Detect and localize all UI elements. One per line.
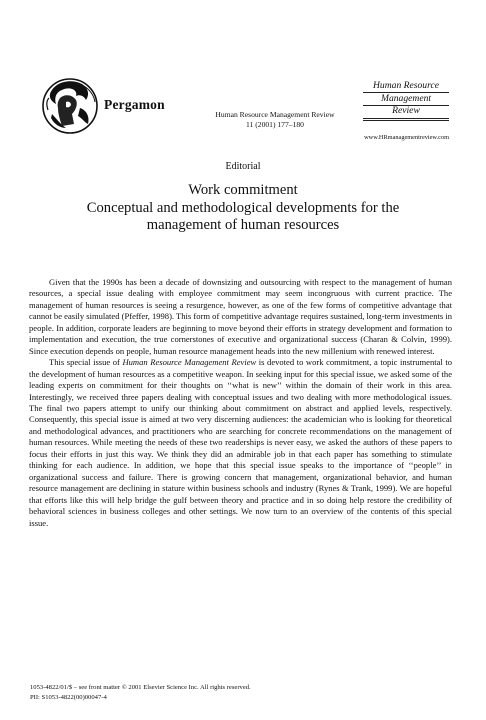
pergamon-logo-icon: [40, 74, 102, 136]
paragraph: This special issue of Human Resource Management Review is devoted to work commitment, a topic instrumental to the development of human resources as a competitive weapon. In seeking input for this special issue, we asked some of the leading experts on commitment for their thoughts on ‘‘what is new’’ within the domain of their work in this area. Interestingly, we received three papers dealing with conceptual issues and two dealing with more methodological issues. The final two papers attempt to unify our thinking about commitment on abstract and applied levels, respectively. Consequently, this special issue is aimed at two very discerning audiences: the academician who is looking for theoretical and methodological advances, and practitioners who are searching for concrete recommendations on the management of human resources. While meeting the needs of these two readerships is never easy, we asked the authors of these papers to focus their efforts in just this way. We think they did an admirable job in that each paper has something to stimulate thinking for each audience. In addition, we hope that this special issue speaks to the importance of ‘‘people’’ in organizational success and failure. There is growing concern that management, organizational behavior, and human resource management are declining in stature within business schools and industry (Rynes & Trank, 1999). We are hopeful that efforts like this will help bridge the gulf between theory and practice and in so doing help restore the credibility of behavioral sciences in business colleges and other settings. We now turn to an overview of the contents of this special issue.: [29, 357, 453, 528]
journal-issue: 11 (2001) 177–180: [246, 120, 304, 129]
journal-name-italic: Human Resource Management Review: [122, 357, 257, 368]
journal-masthead: [362, 80, 450, 118]
article-title: [30, 182, 456, 235]
masthead-rule: [363, 92, 449, 93]
journal-name: Human Resource Management Review: [215, 110, 335, 119]
journal-mark-line: Human Resource: [373, 80, 439, 91]
masthead-rule: [363, 120, 449, 121]
journal-citation: [190, 110, 360, 130]
publisher-name: Pergamon: [104, 97, 165, 112]
journal-url-link[interactable]: www.HRmanagementreview.com: [364, 134, 449, 141]
article-body: [29, 277, 452, 529]
title-line: Work commitment: [188, 182, 298, 198]
paragraph: Given that the 1990s has been a decade of downsizing and outsourcing with respect to the management of human resources, a special issue dealing with employee commitment may seem incongruous with current practice. The management of human resources is seeing a resurgence, however, as one of the few forms of competitive advantage that cannot be easily simulated (Pfeffer, 1998). This form of competitive advantage requires sustained, long-term investments in people. In addition, corporate leaders are beginning to move beyond their efforts in strategy development and formation to implementation and execution, the true cornerstones of executive and organizational success (Charan & Colvin, 1999). Since execution depends on people, human resource management heads into the new millenium with renewed interest.: [29, 277, 452, 356]
title-line: management of human resources: [146, 217, 340, 233]
section-label: Editorial: [225, 161, 261, 172]
copyright-line: 1053-4822/01/$ – see front matter © 2001 Elsevier Science Inc. All rights reserved.: [30, 684, 251, 691]
journal-mark-line: Review: [392, 105, 420, 116]
masthead-rule: [363, 105, 449, 106]
pii-line: PII: S1053-4822(00)00047-4: [30, 694, 107, 701]
masthead-rule: [363, 118, 449, 119]
journal-mark-line: Management: [380, 92, 432, 104]
title-line: Conceptual and methodological developments for the: [86, 199, 400, 216]
copyright-footer: [30, 683, 251, 703]
